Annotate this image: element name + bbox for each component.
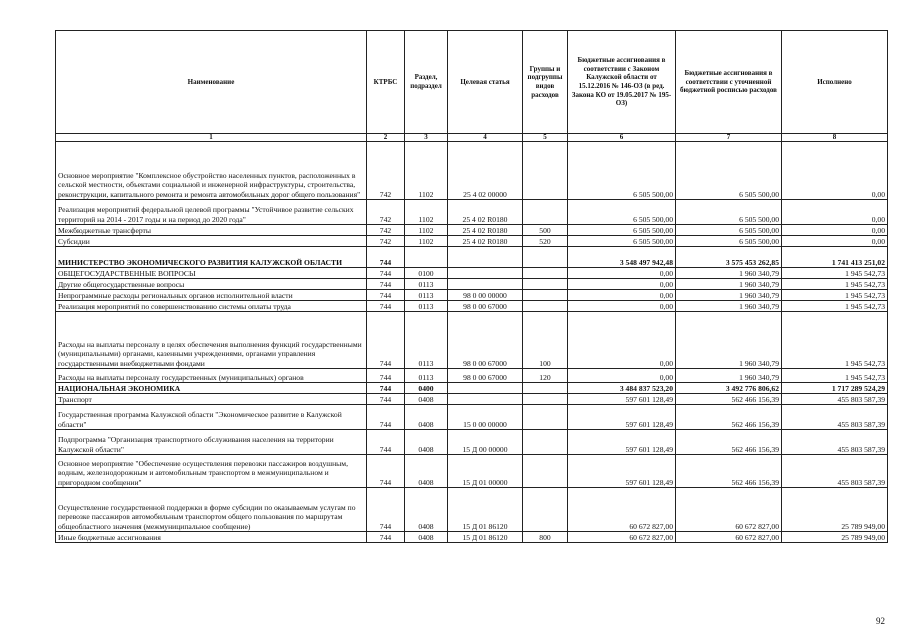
row-ktrbs: 744 [367,247,405,268]
row-name: Основное мероприятие "Обеспечение осуществления перевозки пассажиров воздушным, водным, железнодорожным и автомобильным транспортом в межмуниципальном и пригородном сообщении" [56,455,367,488]
row-ktrbs: 744 [367,369,405,383]
row-target [448,247,523,268]
row-razdel: 0113 [405,301,448,312]
row-assign-list: 1 960 340,79 [676,268,782,279]
row-razdel: 0113 [405,369,448,383]
row-razdel: 0408 [405,405,448,430]
row-group [523,455,568,488]
row-assign-list: 1 960 340,79 [676,279,782,290]
row-assign-law: 6 505 500,00 [568,200,676,225]
row-target [448,383,523,394]
row-target: 15 Д 00 00000 [448,430,523,455]
row-assign-law: 597 601 128,49 [568,394,676,405]
table-row [56,268,888,279]
row-assign-list: 562 466 156,39 [676,430,782,455]
table-row [56,488,888,532]
budget-table-sheet [55,30,887,543]
column-number: 7 [676,134,782,142]
row-target: 25 4 02 R0180 [448,225,523,236]
row-done: 1 945 542,73 [782,312,888,369]
row-group [523,290,568,301]
row-group [523,394,568,405]
row-group [523,279,568,290]
row-ktrbs: 744 [367,488,405,532]
row-target [448,394,523,405]
row-done: 1 717 289 524,29 [782,383,888,394]
row-done: 1 945 542,73 [782,290,888,301]
row-razdel [405,247,448,268]
budget-table [55,30,888,543]
header-assign-law: Бюджетные ассигнования в соответствии с Законом Калужской области от 15.12.2016 № 146-ОЗ (в ред. Закона КО от 19.05.2017 № 195-ОЗ) [568,31,676,134]
row-assign-list: 562 466 156,39 [676,455,782,488]
header-ktrbs: КТРБС [367,31,405,134]
row-done: 0,00 [782,142,888,200]
row-assign-list: 1 960 340,79 [676,369,782,383]
table-row [56,383,888,394]
row-ktrbs: 742 [367,200,405,225]
row-target: 15 0 00 00000 [448,405,523,430]
row-name: Транспорт [56,394,367,405]
row-done: 1 945 542,73 [782,268,888,279]
row-done: 1 741 413 251,02 [782,247,888,268]
row-assign-law: 6 505 500,00 [568,142,676,200]
row-assign-law: 3 548 497 942,48 [568,247,676,268]
row-done: 0,00 [782,225,888,236]
table-row [56,455,888,488]
row-name: Подпрограмма "Организация транспортного обслуживания населения на территории Калужской области" [56,430,367,455]
row-done: 455 803 587,39 [782,430,888,455]
row-assign-list: 1 960 340,79 [676,301,782,312]
row-razdel: 0400 [405,383,448,394]
column-number: 8 [782,134,888,142]
row-razdel: 0408 [405,430,448,455]
row-name: Расходы на выплаты персоналу государственных (муниципальных) органов [56,369,367,383]
row-name: НАЦИОНАЛЬНАЯ ЭКОНОМИКА [56,383,367,394]
row-target: 98 0 00 00000 [448,290,523,301]
row-assign-list: 6 505 500,00 [676,225,782,236]
row-done: 1 945 542,73 [782,301,888,312]
column-number: 1 [56,134,367,142]
row-name: Реализация мероприятий федеральной целевой программы "Устойчивое развитие сельских территорий на 2014 - 2017 годы и на период до 2020 года" [56,200,367,225]
row-target [448,268,523,279]
row-assign-law: 0,00 [568,279,676,290]
column-number: 6 [568,134,676,142]
row-name: ОБЩЕГОСУДАРСТВЕННЫЕ ВОПРОСЫ [56,268,367,279]
row-group: 800 [523,532,568,543]
column-number: 4 [448,134,523,142]
row-razdel: 0113 [405,290,448,301]
row-target: 15 Д 01 86120 [448,488,523,532]
row-done: 1 945 542,73 [782,369,888,383]
row-ktrbs: 744 [367,312,405,369]
row-assign-law: 597 601 128,49 [568,405,676,430]
row-razdel: 1102 [405,200,448,225]
row-assign-law: 60 672 827,00 [568,488,676,532]
row-razdel: 0113 [405,279,448,290]
row-group [523,247,568,268]
table-row [56,405,888,430]
column-number-row [56,134,888,142]
row-name: Другие общегосударственные вопросы [56,279,367,290]
table-row [56,394,888,405]
row-group: 100 [523,312,568,369]
row-razdel: 0100 [405,268,448,279]
row-ktrbs: 744 [367,405,405,430]
row-group [523,405,568,430]
row-ktrbs: 744 [367,290,405,301]
row-ktrbs: 744 [367,455,405,488]
row-ktrbs: 744 [367,532,405,543]
table-row [56,200,888,225]
table-row [56,312,888,369]
column-number: 2 [367,134,405,142]
row-group [523,430,568,455]
row-assign-list: 6 505 500,00 [676,236,782,247]
row-razdel: 0408 [405,455,448,488]
row-assign-list: 60 672 827,00 [676,488,782,532]
row-done: 455 803 587,39 [782,394,888,405]
row-group: 120 [523,369,568,383]
row-done: 25 789 949,00 [782,488,888,532]
row-target: 25 4 02 R0180 [448,200,523,225]
row-target: 98 0 00 67000 [448,301,523,312]
row-assign-list: 1 960 340,79 [676,312,782,369]
table-row [56,142,888,200]
row-ktrbs: 744 [367,301,405,312]
row-assign-list: 3 575 453 262,85 [676,247,782,268]
row-name: МИНИСТЕРСТВО ЭКОНОМИЧЕСКОГО РАЗВИТИЯ КАЛУЖСКОЙ ОБЛАСТИ [56,247,367,268]
row-razdel: 1102 [405,142,448,200]
row-ktrbs: 742 [367,225,405,236]
row-assign-law: 0,00 [568,268,676,279]
row-done: 0,00 [782,200,888,225]
row-ktrbs: 744 [367,279,405,290]
row-group [523,142,568,200]
row-assign-law: 597 601 128,49 [568,430,676,455]
row-group [523,488,568,532]
row-group: 500 [523,225,568,236]
column-number: 3 [405,134,448,142]
row-group: 520 [523,236,568,247]
header-groups: Группы и подгруппы видов расходов [523,31,568,134]
table-row [56,236,888,247]
row-name: Иные бюджетные ассигнования [56,532,367,543]
table-row [56,301,888,312]
row-razdel: 0113 [405,312,448,369]
row-target: 25 4 02 R0180 [448,236,523,247]
row-assign-law: 60 672 827,00 [568,532,676,543]
row-assign-list: 6 505 500,00 [676,142,782,200]
row-name: Реализация мероприятий по совершенствованию системы оплаты труда [56,301,367,312]
table-row [56,225,888,236]
header-assign-list: Бюджетные ассигнования в соответствии с уточненной бюджетной росписью расходов [676,31,782,134]
row-done: 0,00 [782,236,888,247]
row-razdel: 0408 [405,532,448,543]
row-target [448,279,523,290]
row-assign-list: 6 505 500,00 [676,200,782,225]
row-done: 1 945 542,73 [782,279,888,290]
table-header-row [56,31,888,134]
row-assign-law: 0,00 [568,301,676,312]
row-ktrbs: 742 [367,142,405,200]
row-assign-law: 0,00 [568,290,676,301]
row-group [523,200,568,225]
row-assign-law: 0,00 [568,369,676,383]
header-name: Наименование [56,31,367,134]
row-assign-list: 1 960 340,79 [676,290,782,301]
row-target: 98 0 00 67000 [448,312,523,369]
row-assign-law: 6 505 500,00 [568,225,676,236]
header-razdel: Раздел, подраздел [405,31,448,134]
row-assign-list: 3 492 776 806,62 [676,383,782,394]
row-assign-list: 562 466 156,39 [676,394,782,405]
row-name: Основное мероприятие "Комплексное обустройство населенных пунктов, расположенных в сельской местности, объектами социальной и инженерной инфраструктуры, строительства, реконструкции, капитального ремонта и ремонта автомобильных дорог общего пользования" [56,142,367,200]
row-razdel: 1102 [405,236,448,247]
row-razdel: 0408 [405,488,448,532]
table-row [56,247,888,268]
row-name: Государственная программа Калужской области "Экономическое развитие в Калужской области" [56,405,367,430]
row-assign-law: 597 601 128,49 [568,455,676,488]
row-ktrbs: 744 [367,394,405,405]
row-target: 15 Д 01 00000 [448,455,523,488]
row-razdel: 1102 [405,225,448,236]
row-ktrbs: 742 [367,236,405,247]
row-target: 15 Д 01 86120 [448,532,523,543]
table-row [56,430,888,455]
row-assign-list: 60 672 827,00 [676,532,782,543]
row-group [523,383,568,394]
table-row [56,369,888,383]
row-target: 98 0 00 67000 [448,369,523,383]
row-assign-law: 3 484 837 523,20 [568,383,676,394]
row-done: 455 803 587,39 [782,405,888,430]
row-name: Межбюджетные трансферты [56,225,367,236]
row-ktrbs: 744 [367,268,405,279]
row-assign-list: 562 466 156,39 [676,405,782,430]
row-done: 455 803 587,39 [782,455,888,488]
row-ktrbs: 744 [367,430,405,455]
header-done: Исполнено [782,31,888,134]
row-assign-law: 6 505 500,00 [568,236,676,247]
table-row [56,532,888,543]
row-ktrbs: 744 [367,383,405,394]
row-name: Непрограммные расходы региональных органов исполнительной власти [56,290,367,301]
row-group [523,301,568,312]
row-name: Осуществление государственной поддержки в форме субсидии по оказываемым услугам по перевозке пассажиров автомобильным транспортом общего пользования по маршрутам общеобластного значения (межмуниципальное сообщение) [56,488,367,532]
table-row [56,290,888,301]
row-target: 25 4 02 00000 [448,142,523,200]
row-razdel: 0408 [405,394,448,405]
row-name: Расходы на выплаты персоналу в целях обеспечения выполнения функций государственными (муниципальными) органами, казенными учреждениями, органами управления государственными внебюджетными фондами [56,312,367,369]
table-row [56,279,888,290]
row-group [523,268,568,279]
row-done: 25 789 949,00 [782,532,888,543]
header-target: Целевая статья [448,31,523,134]
row-assign-law: 0,00 [568,312,676,369]
row-name: Субсидии [56,236,367,247]
column-number: 5 [523,134,568,142]
page-number: 92 [876,616,885,626]
